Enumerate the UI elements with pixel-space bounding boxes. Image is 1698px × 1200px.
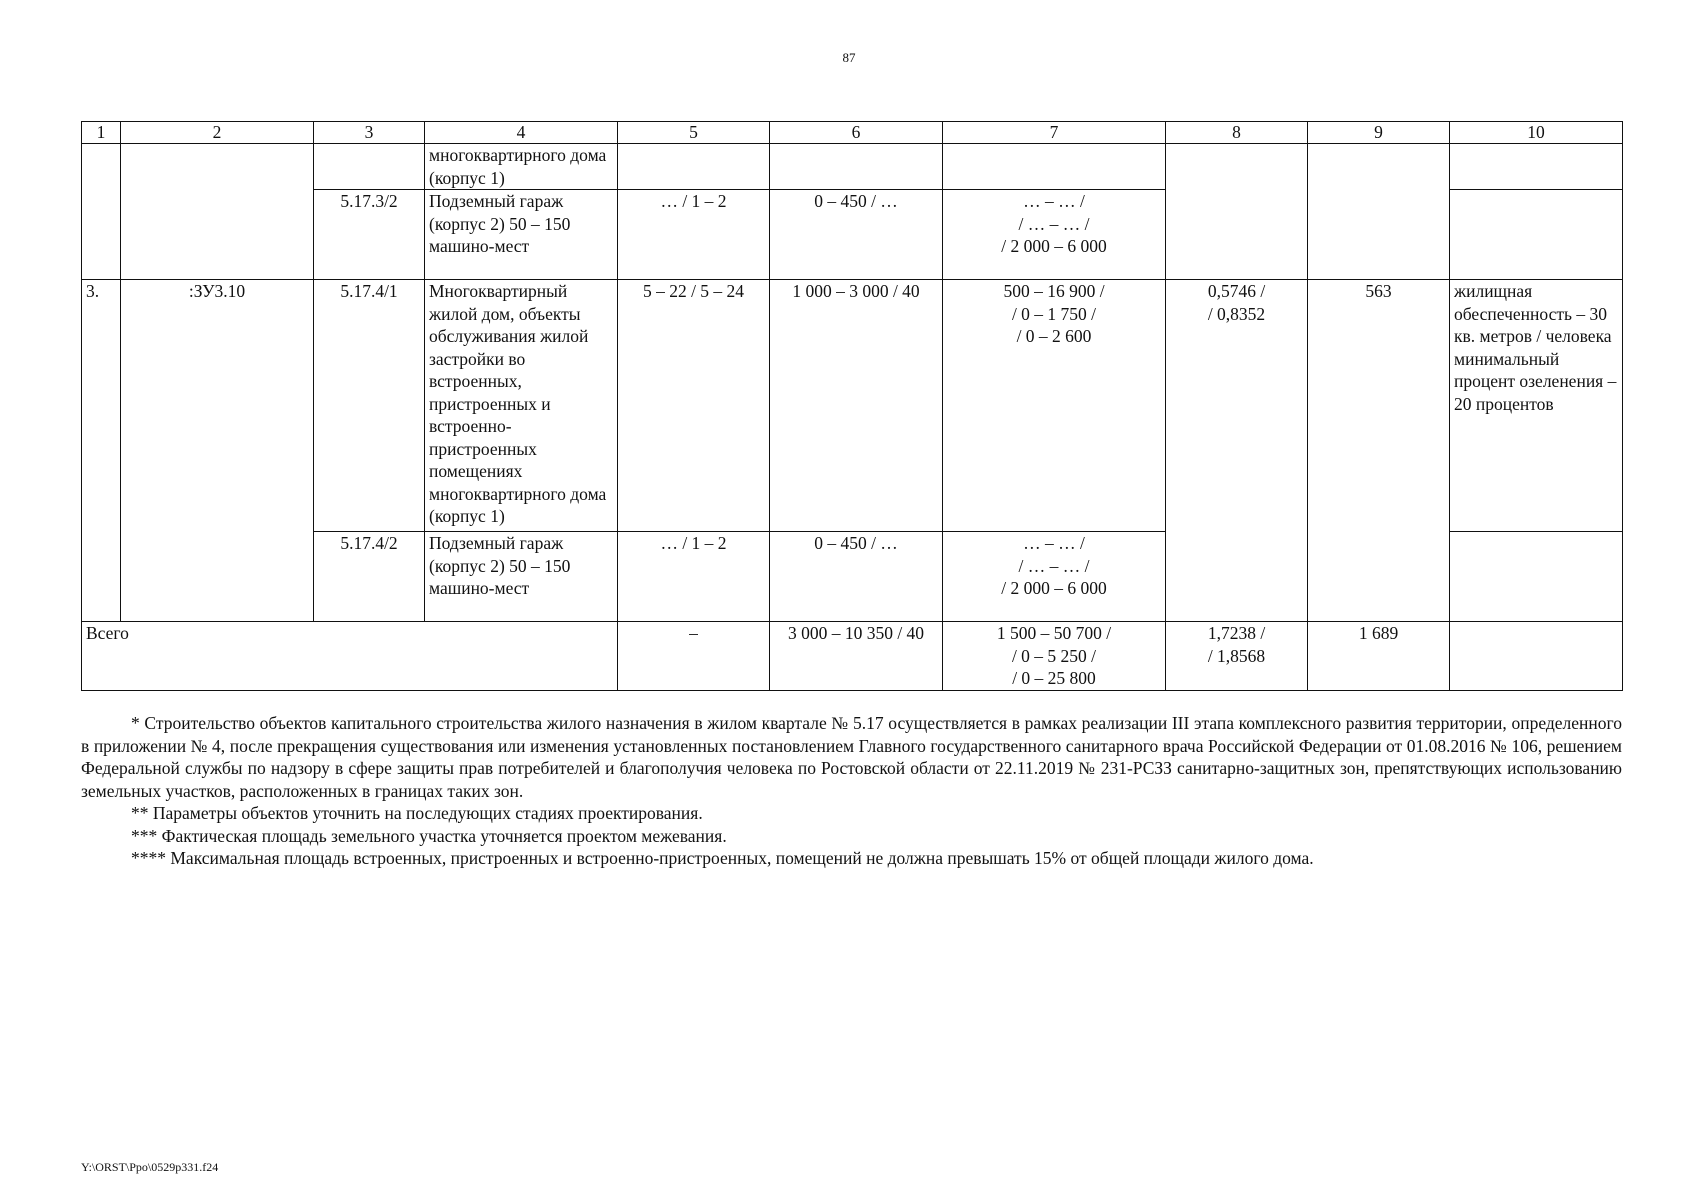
- column-header: 6: [770, 122, 943, 144]
- table-cell-code: 5.17.3/2: [314, 190, 425, 280]
- column-header: 10: [1450, 122, 1623, 144]
- footnote: ** Параметры объектов уточнить на последующих стадиях проектирования.: [131, 803, 703, 823]
- column-header: 7: [943, 122, 1166, 144]
- table-cell-code: 5.17.4/2: [314, 532, 425, 622]
- cell-line: / 1,8568: [1207, 645, 1266, 666]
- table-cell-type: Подземный гараж (корпус 2) 50 – 150 машино-мест: [425, 190, 618, 280]
- file-path: Y:\ORST\Ppo\0529p331.f24: [81, 1160, 219, 1174]
- table-cell: [314, 144, 425, 190]
- table-cell: [770, 144, 943, 190]
- table-cell: [82, 144, 121, 280]
- table-cell-notes: жилищная обеспеченность – 30 кв. метров / человека минимальный процент озеленения – 20 процентов: [1450, 280, 1623, 532]
- table-cell-area: 0 – 450 / …: [770, 532, 943, 622]
- table-cell: [1450, 190, 1623, 280]
- page-number: 87: [842, 50, 856, 65]
- cell-line: / 0 – 2 600: [1016, 326, 1092, 346]
- table-cell: [1308, 144, 1450, 280]
- footnote: * Строительство объектов капитального строительства жилого назначения в жилом квартале № 5.17 осуществляется в рамках реализации III этапа комплексного развития территории, определенного в приложении № 4, после прекращения существования или изменения установленных постановлением Главного государственного санитарного врача Российской Федерации от 01.08.2016 № 106, решением Федеральной службы по надзору в сфере защиты прав потребителей и благополучия человека по Ростовской области от 22.11.2019 № 231-РСЗЗ санитарно-защитных зон, препятствующих использованию земельных участков, расположенных в границах таких зон.: [81, 713, 1622, 801]
- cell-line: / 2 000 – 6 000: [1001, 578, 1107, 598]
- cell-line: / … – … /: [1018, 555, 1090, 576]
- footnote: **** Максимальная площадь встроенных, пристроенных и встроенно-пристроенных, помещений не должна превышать 15% от общей площади жилого дома.: [131, 848, 1314, 868]
- table-cell: [943, 144, 1166, 190]
- total-floors: –: [618, 622, 770, 691]
- column-header: 8: [1166, 122, 1308, 144]
- table-cell: [1450, 144, 1623, 190]
- footnote: *** Фактическая площадь земельного участка уточняется проектом межевания.: [131, 825, 727, 846]
- column-header: 1: [82, 122, 121, 144]
- table-cell-type: многоквартирного дома (корпус 1): [425, 144, 618, 190]
- table-cell-area: 1 000 – 3 000 / 40: [770, 280, 943, 532]
- column-header: 2: [121, 122, 314, 144]
- table-row: [82, 280, 1623, 532]
- total-population: 1 689: [1308, 622, 1450, 691]
- table-cell-population: 563: [1308, 280, 1450, 622]
- table-cell-type: Многоквартирный жилой дом, объекты обслуживания жилой застройки во встроенных, пристроенных и встроенно-пристроенных помещениях многоквартирного дома (корпус 1): [425, 280, 618, 532]
- column-header: 3: [314, 122, 425, 144]
- table-cell: [1166, 144, 1308, 280]
- column-header: 9: [1308, 122, 1450, 144]
- table-header-row: [82, 122, 1623, 144]
- table-cell-floors: … / 1 – 2: [618, 532, 770, 622]
- footnotes: [81, 712, 1622, 870]
- cell-line: / … – … /: [1018, 213, 1090, 234]
- table-cell-code: 5.17.4/1: [314, 280, 425, 532]
- table-total-row: [82, 622, 1623, 691]
- cell-line: … – … /: [1023, 533, 1085, 553]
- table-cell: [618, 144, 770, 190]
- total-floor-area: [943, 622, 1166, 691]
- total-area: 3 000 – 10 350 / 40: [770, 622, 943, 691]
- table-cell: [121, 144, 314, 280]
- cell-line: / 0 – 5 250 /: [1011, 645, 1097, 666]
- table-cell-floors: … / 1 – 2: [618, 190, 770, 280]
- total-plot-area: [1166, 622, 1308, 691]
- table-cell-number: 3.: [82, 280, 121, 622]
- table-cell-area: 0 – 450 / …: [770, 190, 943, 280]
- table-cell-floor-area: [943, 532, 1166, 622]
- column-header: 4: [425, 122, 618, 144]
- total-label: Всего: [82, 622, 618, 691]
- cell-line: / 0 – 1 750 /: [1011, 303, 1097, 324]
- table-cell-floor-area: [943, 190, 1166, 280]
- table-cell-floors: 5 – 22 / 5 – 24: [618, 280, 770, 532]
- table-cell-plot-area: [1166, 280, 1308, 622]
- table-row: [82, 144, 1623, 190]
- cell-line: / 2 000 – 6 000: [1001, 236, 1107, 256]
- cell-line: … – … /: [1023, 191, 1085, 211]
- cell-line: / 0,8352: [1207, 303, 1266, 324]
- table-cell: [1450, 622, 1623, 691]
- cell-line: 0,5746 /: [1207, 281, 1266, 301]
- cell-line: 500 – 16 900 /: [1003, 281, 1105, 301]
- cell-line: 1,7238 /: [1207, 623, 1266, 643]
- cell-line: 1 500 – 50 700 /: [996, 623, 1112, 643]
- table-cell: [1450, 532, 1623, 622]
- table-cell-plot: :ЗУ3.10: [121, 280, 314, 622]
- column-header: 5: [618, 122, 770, 144]
- cell-line: / 0 – 25 800: [1012, 668, 1096, 688]
- parameters-table: [81, 121, 1623, 691]
- table-cell-floor-area: [943, 280, 1166, 532]
- table-cell-type: Подземный гараж (корпус 2) 50 – 150 машино-мест: [425, 532, 618, 622]
